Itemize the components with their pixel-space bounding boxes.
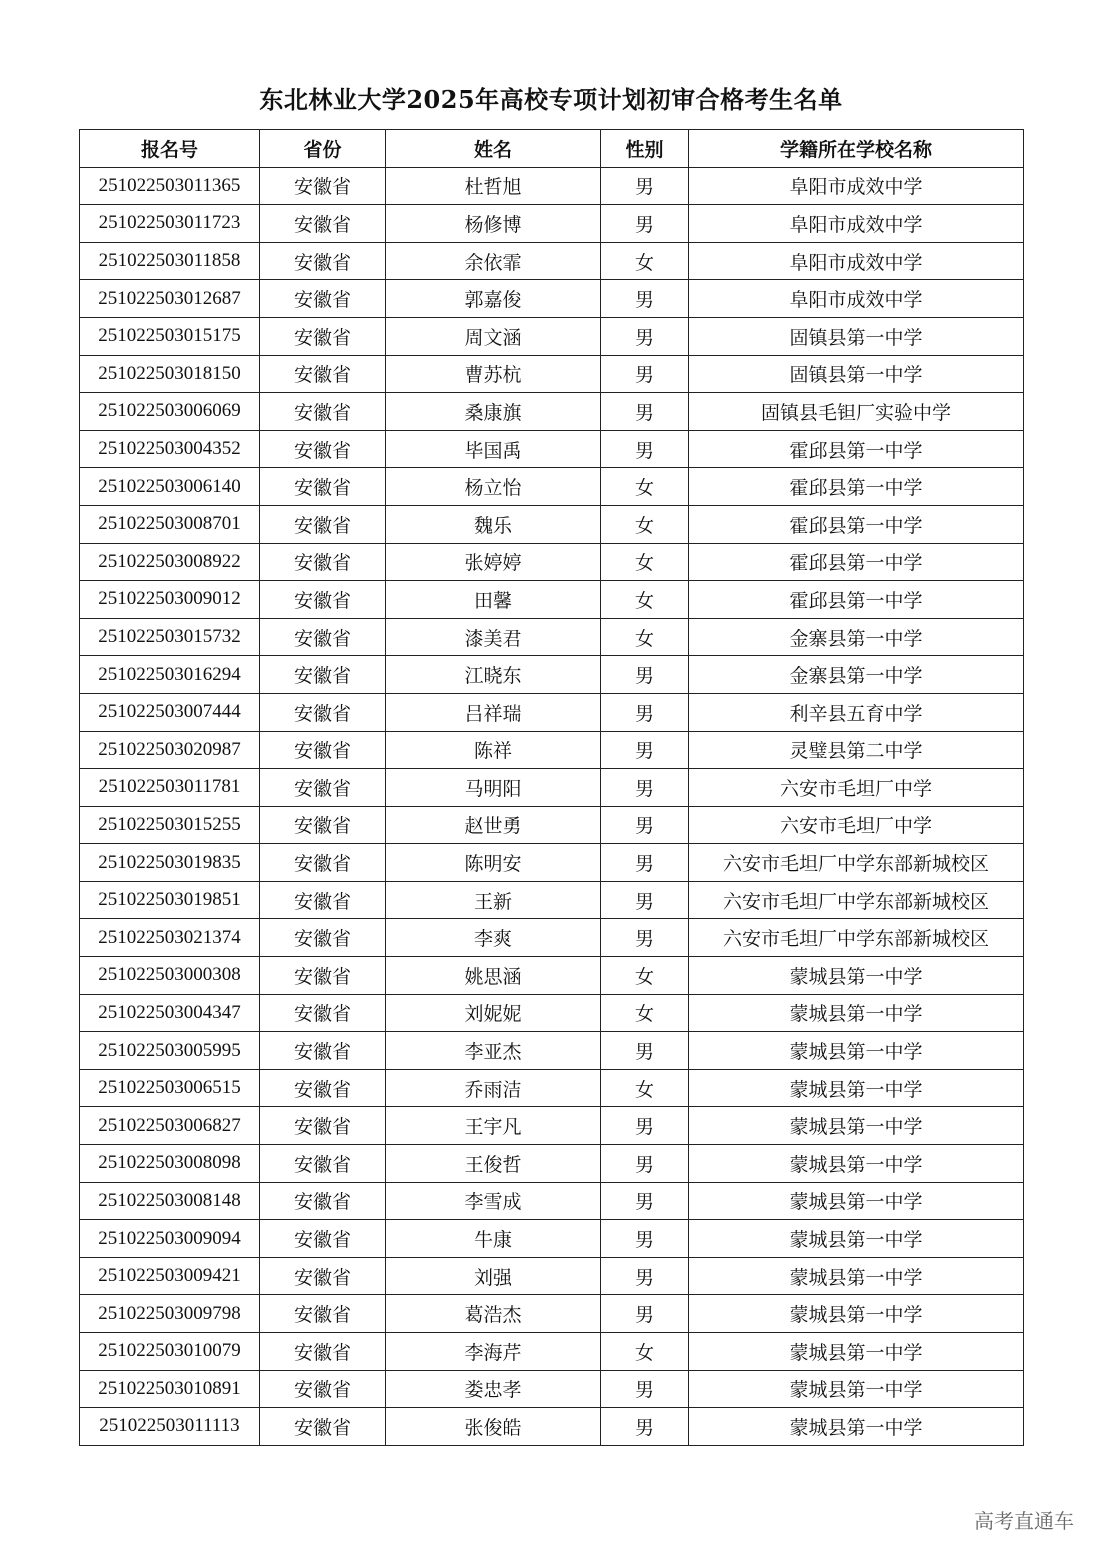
table-row: [80, 242, 1024, 280]
school-cell: 霍邱县第一中学: [689, 505, 1024, 543]
province-cell: 安徽省: [260, 1145, 386, 1183]
name-cell: 余依霏: [386, 242, 601, 280]
table-row: [80, 280, 1024, 318]
school-cell: 蒙城县第一中学: [689, 1069, 1024, 1107]
registration-number-cell: 251022503004352: [80, 430, 260, 468]
school-cell: 蒙城县第一中学: [689, 1107, 1024, 1145]
school-cell: 阜阳市成效中学: [689, 280, 1024, 318]
gender-cell: 男: [601, 1145, 689, 1183]
registration-number-cell: 251022503011723: [80, 205, 260, 243]
gender-cell: 女: [601, 1333, 689, 1371]
registration-number-cell: 251022503007444: [80, 693, 260, 731]
gender-cell: 男: [601, 317, 689, 355]
registration-number-cell: 251022503010079: [80, 1333, 260, 1371]
header-school: 学籍所在学校名称: [689, 130, 1024, 168]
header-name: 姓名: [386, 130, 601, 168]
name-cell: 牛康: [386, 1220, 601, 1258]
registration-number-cell: 251022503006827: [80, 1107, 260, 1145]
registration-number-cell: 251022503011858: [80, 242, 260, 280]
province-cell: 安徽省: [260, 581, 386, 619]
gender-cell: 男: [601, 1220, 689, 1258]
province-cell: 安徽省: [260, 1257, 386, 1295]
name-cell: 王新: [386, 881, 601, 919]
table-row: [80, 769, 1024, 807]
registration-number-cell: 251022503011781: [80, 769, 260, 807]
registration-number-cell: 251022503019835: [80, 844, 260, 882]
name-cell: 姚思涵: [386, 957, 601, 995]
province-cell: 安徽省: [260, 881, 386, 919]
school-cell: 蒙城县第一中学: [689, 994, 1024, 1032]
table-row: [80, 1295, 1024, 1333]
table-row: [80, 167, 1024, 205]
table-row: [80, 656, 1024, 694]
registration-number-cell: 251022503004347: [80, 994, 260, 1032]
school-cell: 蒙城县第一中学: [689, 1257, 1024, 1295]
registration-number-cell: 251022503006515: [80, 1069, 260, 1107]
name-cell: 李海芹: [386, 1333, 601, 1371]
registration-number-cell: 251022503005995: [80, 1032, 260, 1070]
table-row: [80, 881, 1024, 919]
name-cell: 王俊哲: [386, 1145, 601, 1183]
school-cell: 利辛县五育中学: [689, 693, 1024, 731]
table-row: [80, 844, 1024, 882]
school-cell: 蒙城县第一中学: [689, 1370, 1024, 1408]
registration-number-cell: 251022503009798: [80, 1295, 260, 1333]
gender-cell: 男: [601, 205, 689, 243]
province-cell: 安徽省: [260, 1107, 386, 1145]
school-cell: 灵璧县第二中学: [689, 731, 1024, 769]
province-cell: 安徽省: [260, 505, 386, 543]
table-row: [80, 618, 1024, 656]
province-cell: 安徽省: [260, 1220, 386, 1258]
table-row: [80, 1182, 1024, 1220]
gender-cell: 女: [601, 468, 689, 506]
province-cell: 安徽省: [260, 393, 386, 431]
table-row: [80, 1333, 1024, 1371]
registration-number-cell: 251022503006069: [80, 393, 260, 431]
registration-number-cell: 251022503008922: [80, 543, 260, 581]
table-row: [80, 994, 1024, 1032]
gender-cell: 女: [601, 618, 689, 656]
province-cell: 安徽省: [260, 167, 386, 205]
province-cell: 安徽省: [260, 1408, 386, 1446]
school-cell: 霍邱县第一中学: [689, 430, 1024, 468]
header-province: 省份: [260, 130, 386, 168]
name-cell: 王宇凡: [386, 1107, 601, 1145]
table-row: [80, 1069, 1024, 1107]
province-cell: 安徽省: [260, 994, 386, 1032]
header-gender: 性别: [601, 130, 689, 168]
table-row: [80, 355, 1024, 393]
school-cell: 金寨县第一中学: [689, 656, 1024, 694]
table-row: [80, 581, 1024, 619]
name-cell: 娄忠孝: [386, 1370, 601, 1408]
province-cell: 安徽省: [260, 1182, 386, 1220]
registration-number-cell: 251022503019851: [80, 881, 260, 919]
province-cell: 安徽省: [260, 430, 386, 468]
registration-number-cell: 251022503015732: [80, 618, 260, 656]
school-cell: 阜阳市成效中学: [689, 167, 1024, 205]
gender-cell: 男: [601, 1032, 689, 1070]
table-row: [80, 205, 1024, 243]
name-cell: 曹苏杭: [386, 355, 601, 393]
school-cell: 蒙城县第一中学: [689, 1295, 1024, 1333]
name-cell: 杨立怡: [386, 468, 601, 506]
province-cell: 安徽省: [260, 1069, 386, 1107]
table-row: [80, 1220, 1024, 1258]
province-cell: 安徽省: [260, 693, 386, 731]
gender-cell: 男: [601, 167, 689, 205]
table-row: [80, 1107, 1024, 1145]
name-cell: 张俊皓: [386, 1408, 601, 1446]
registration-number-cell: 251022503015175: [80, 317, 260, 355]
province-cell: 安徽省: [260, 543, 386, 581]
province-cell: 安徽省: [260, 618, 386, 656]
gender-cell: 男: [601, 656, 689, 694]
school-cell: 蒙城县第一中学: [689, 1182, 1024, 1220]
gender-cell: 女: [601, 581, 689, 619]
registration-number-cell: 251022503020987: [80, 731, 260, 769]
school-cell: 固镇县第一中学: [689, 355, 1024, 393]
name-cell: 葛浩杰: [386, 1295, 601, 1333]
province-cell: 安徽省: [260, 769, 386, 807]
registration-number-cell: 251022503009094: [80, 1220, 260, 1258]
table-row: [80, 1257, 1024, 1295]
province-cell: 安徽省: [260, 844, 386, 882]
school-cell: 蒙城县第一中学: [689, 1333, 1024, 1371]
candidate-table: [79, 129, 1024, 1446]
registration-number-cell: 251022503009012: [80, 581, 260, 619]
gender-cell: 男: [601, 881, 689, 919]
name-cell: 漆美君: [386, 618, 601, 656]
gender-cell: 男: [601, 806, 689, 844]
name-cell: 陈祥: [386, 731, 601, 769]
province-cell: 安徽省: [260, 317, 386, 355]
school-cell: 阜阳市成效中学: [689, 242, 1024, 280]
gender-cell: 男: [601, 769, 689, 807]
province-cell: 安徽省: [260, 806, 386, 844]
gender-cell: 男: [601, 355, 689, 393]
table-body: [80, 167, 1024, 1445]
registration-number-cell: 251022503008701: [80, 505, 260, 543]
province-cell: 安徽省: [260, 1032, 386, 1070]
school-cell: 六安市毛坦厂中学东部新城校区: [689, 844, 1024, 882]
gender-cell: 男: [601, 1257, 689, 1295]
table-row: [80, 957, 1024, 995]
name-cell: 桑康旗: [386, 393, 601, 431]
gender-cell: 男: [601, 1370, 689, 1408]
school-cell: 六安市毛坦厂中学: [689, 769, 1024, 807]
name-cell: 郭嘉俊: [386, 280, 601, 318]
province-cell: 安徽省: [260, 205, 386, 243]
watermark: 高考直通车: [974, 1509, 1074, 1533]
name-cell: 魏乐: [386, 505, 601, 543]
gender-cell: 男: [601, 1295, 689, 1333]
table-row: [80, 1370, 1024, 1408]
table-row: [80, 543, 1024, 581]
school-cell: 蒙城县第一中学: [689, 1220, 1024, 1258]
school-cell: 霍邱县第一中学: [689, 581, 1024, 619]
gender-cell: 女: [601, 242, 689, 280]
registration-number-cell: 251022503008098: [80, 1145, 260, 1183]
table-row: [80, 505, 1024, 543]
registration-number-cell: 251022503010891: [80, 1370, 260, 1408]
school-cell: 霍邱县第一中学: [689, 543, 1024, 581]
gender-cell: 男: [601, 731, 689, 769]
gender-cell: 女: [601, 957, 689, 995]
table-row: [80, 393, 1024, 431]
school-cell: 蒙城县第一中学: [689, 957, 1024, 995]
school-cell: 六安市毛坦厂中学: [689, 806, 1024, 844]
gender-cell: 男: [601, 693, 689, 731]
gender-cell: 女: [601, 1069, 689, 1107]
registration-number-cell: 251022503009421: [80, 1257, 260, 1295]
registration-number-cell: 251022503006140: [80, 468, 260, 506]
name-cell: 杨修博: [386, 205, 601, 243]
registration-number-cell: 251022503000308: [80, 957, 260, 995]
table-row: [80, 731, 1024, 769]
gender-cell: 女: [601, 505, 689, 543]
province-cell: 安徽省: [260, 656, 386, 694]
gender-cell: 男: [601, 844, 689, 882]
name-cell: 杜哲旭: [386, 167, 601, 205]
province-cell: 安徽省: [260, 1333, 386, 1371]
province-cell: 安徽省: [260, 957, 386, 995]
name-cell: 李雪成: [386, 1182, 601, 1220]
gender-cell: 女: [601, 994, 689, 1032]
school-cell: 蒙城县第一中学: [689, 1032, 1024, 1070]
table-row: [80, 919, 1024, 957]
table-row: [80, 1145, 1024, 1183]
school-cell: 固镇县第一中学: [689, 317, 1024, 355]
school-cell: 霍邱县第一中学: [689, 468, 1024, 506]
table-row: [80, 317, 1024, 355]
province-cell: 安徽省: [260, 919, 386, 957]
name-cell: 马明阳: [386, 769, 601, 807]
gender-cell: 男: [601, 1408, 689, 1446]
table-row: [80, 430, 1024, 468]
province-cell: 安徽省: [260, 731, 386, 769]
table-row: [80, 806, 1024, 844]
registration-number-cell: 251022503016294: [80, 656, 260, 694]
school-cell: 蒙城县第一中学: [689, 1408, 1024, 1446]
document-title: 东北林业大学2025年高校专项计划初审合格考生名单: [259, 85, 843, 114]
name-cell: 赵世勇: [386, 806, 601, 844]
registration-number-cell: 251022503011113: [80, 1408, 260, 1446]
name-cell: 陈明安: [386, 844, 601, 882]
gender-cell: 男: [601, 280, 689, 318]
name-cell: 李爽: [386, 919, 601, 957]
registration-number-cell: 251022503021374: [80, 919, 260, 957]
registration-number-cell: 251022503008148: [80, 1182, 260, 1220]
name-cell: 李亚杰: [386, 1032, 601, 1070]
school-cell: 六安市毛坦厂中学东部新城校区: [689, 881, 1024, 919]
table-row: [80, 1032, 1024, 1070]
name-cell: 毕国禹: [386, 430, 601, 468]
registration-number-cell: 251022503018150: [80, 355, 260, 393]
province-cell: 安徽省: [260, 355, 386, 393]
registration-number-cell: 251022503012687: [80, 280, 260, 318]
name-cell: 刘强: [386, 1257, 601, 1295]
gender-cell: 女: [601, 543, 689, 581]
province-cell: 安徽省: [260, 468, 386, 506]
name-cell: 吕祥瑞: [386, 693, 601, 731]
gender-cell: 男: [601, 1182, 689, 1220]
table-row: [80, 468, 1024, 506]
province-cell: 安徽省: [260, 1295, 386, 1333]
name-cell: 乔雨洁: [386, 1069, 601, 1107]
header-registration-number: 报名号: [80, 130, 260, 168]
gender-cell: 男: [601, 919, 689, 957]
name-cell: 刘妮妮: [386, 994, 601, 1032]
registration-number-cell: 251022503015255: [80, 806, 260, 844]
province-cell: 安徽省: [260, 242, 386, 280]
table-row: [80, 693, 1024, 731]
gender-cell: 男: [601, 1107, 689, 1145]
province-cell: 安徽省: [260, 280, 386, 318]
school-cell: 阜阳市成效中学: [689, 205, 1024, 243]
name-cell: 张婷婷: [386, 543, 601, 581]
name-cell: 江晓东: [386, 656, 601, 694]
school-cell: 金寨县第一中学: [689, 618, 1024, 656]
school-cell: 蒙城县第一中学: [689, 1145, 1024, 1183]
table-header-row: [80, 130, 1024, 168]
name-cell: 周文涵: [386, 317, 601, 355]
table-row: [80, 1408, 1024, 1446]
school-cell: 六安市毛坦厂中学东部新城校区: [689, 919, 1024, 957]
registration-number-cell: 251022503011365: [80, 167, 260, 205]
province-cell: 安徽省: [260, 1370, 386, 1408]
school-cell: 固镇县毛钽厂实验中学: [689, 393, 1024, 431]
gender-cell: 男: [601, 393, 689, 431]
gender-cell: 男: [601, 430, 689, 468]
name-cell: 田馨: [386, 581, 601, 619]
